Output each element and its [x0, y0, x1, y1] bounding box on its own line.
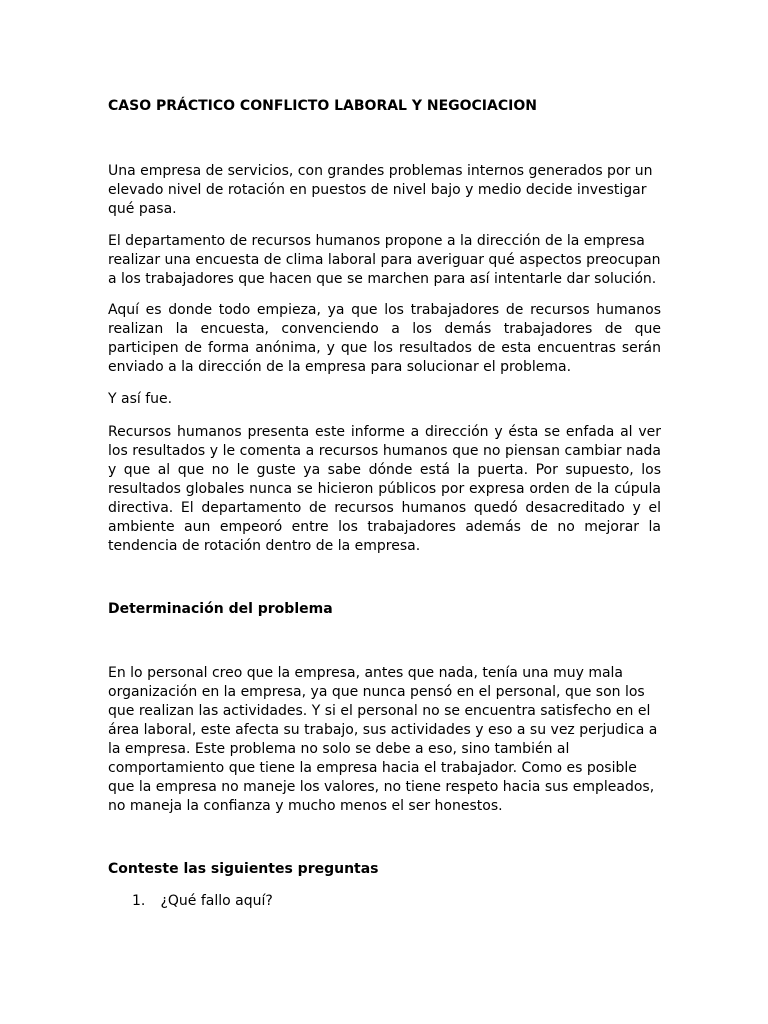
paragraph-intro: Una empresa de servicios, con grandes problemas internos generados por un elevado nivel de rotación en puestos de nivel bajo y medio decide investigar qué pasa.	[108, 163, 653, 217]
paragraph-hr-proposal: El departamento de recursos humanos propone a la dirección de la empresa realizar una encuesta de clima laboral para averiguar qué aspectos preocupan a los trabajadores que hacen que se marchen para así intentarle dar solución.	[108, 233, 661, 287]
paragraph-survey: Aquí es donde todo empieza, ya que los trabajadores de recursos humanos realizan la encuesta, convenciendo a los demás trabajadores de que participen de forma anónima, y que los resultados de esta encuentras serán enviado a la dirección de la empresa para solucionar el problema.	[108, 302, 661, 375]
problem-paragraph: En lo personal creo que la empresa, antes que nada, tenía una muy mala organización en la empresa, ya que nunca pensó en el personal, que son los que realizan las actividades. Y si el personal no se encuentra satisfecho en el área laboral, este afecta su trabajo, sus actividades y eso a su vez perjudica a la empresa. Este problema no solo se debe a eso, sino también al comportamiento que tiene la empresa hacia el trabajador. Como es posible que la empresa no maneje los valores, no tiene respeto hacia sus empleados, no maneja la confianza y mucho menos el ser honestos.	[108, 665, 658, 814]
question-text: ¿Qué fallo aquí?	[160, 893, 273, 909]
question-item	[132, 893, 273, 909]
problem-heading: Determinación del problema	[108, 601, 333, 617]
question-number: 1.	[132, 893, 146, 909]
paragraph-report: Recursos humanos presenta este informe a dirección y ésta se enfada al ver los resultados y le comenta a recursos humanos que no piensan cambiar nada y que al que no le guste ya sabe dónde está la puerta. Por supuesto, los resultados globales nunca se hicieron públicos por expresa orden de la cúpula directiva. El departamento de recursos humanos quedó desacreditado y el ambiente aun empeoró entre los trabajadores además de no mejorar la tendencia de rotación dentro de la empresa.	[108, 424, 661, 554]
paragraph-so-it-was: Y así fue.	[108, 391, 173, 407]
document-title: CASO PRÁCTICO CONFLICTO LABORAL Y NEGOCIACION	[108, 98, 537, 114]
questions-heading: Conteste las siguientes preguntas	[108, 861, 379, 877]
